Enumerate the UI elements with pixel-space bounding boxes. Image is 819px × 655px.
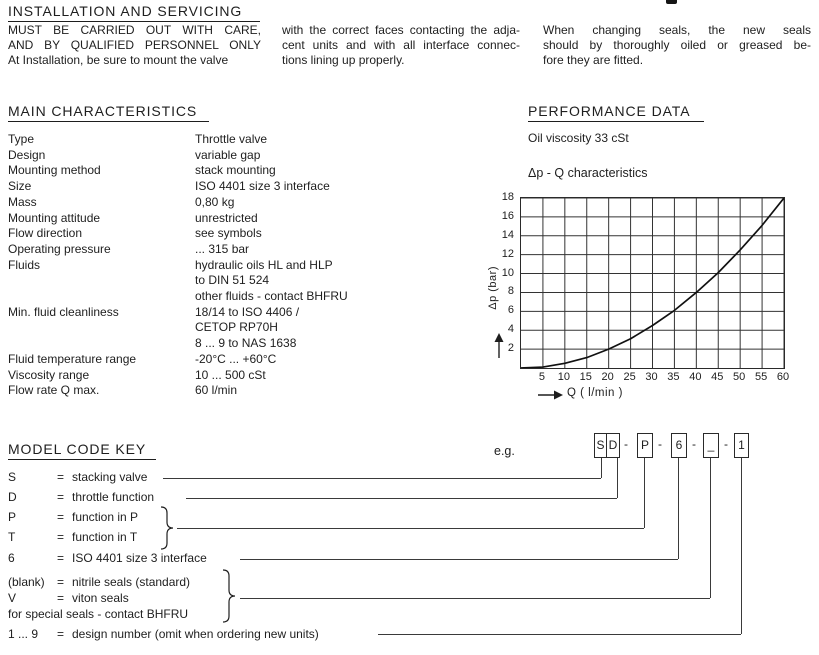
installation-col1-line: AND BY QUALIFIED PERSONNEL ONLY xyxy=(8,38,261,52)
main-characteristics-title: MAIN CHARACTERISTICS xyxy=(8,103,209,122)
installation-col2-line: with the correct faces contacting the adja- xyxy=(282,23,520,37)
seals-group-bracket xyxy=(221,569,237,623)
spec-values xyxy=(195,195,508,211)
spec-row xyxy=(8,242,508,258)
x-tick-label: 45 xyxy=(711,371,724,383)
equals-sign: = xyxy=(57,510,65,524)
code-box-p: P xyxy=(637,433,653,458)
spec-label: Flow direction xyxy=(8,226,83,241)
x-tick-label: 5 xyxy=(538,371,545,383)
performance-data-title: PERFORMANCE DATA xyxy=(528,103,704,122)
code-meaning: function in P xyxy=(72,510,139,524)
spec-label: Mass xyxy=(8,194,37,209)
spec-value-line: 8 ... 9 to NAS 1638 xyxy=(195,336,297,351)
spec-row xyxy=(8,368,508,384)
installation-col1 xyxy=(8,23,261,68)
model-code-key-note: for special seals - contact BHFRU xyxy=(8,607,189,621)
x-tick-label: 15 xyxy=(579,371,592,383)
y-tick-label: 4 xyxy=(507,323,514,336)
installation-col3-line: should by thoroughly oiled or greased be- xyxy=(543,38,811,52)
spec-value-line: 0,80 kg xyxy=(195,194,235,209)
connector-line xyxy=(617,458,618,498)
spec-values xyxy=(195,383,508,399)
code-symbol: 1 ... 9 xyxy=(8,627,39,641)
y-tick-label: 14 xyxy=(501,228,514,241)
installation-section-title: INSTALLATION AND SERVICING xyxy=(8,3,260,22)
spec-label: Min. fluid cleanliness xyxy=(8,304,119,319)
y-tick-label: 16 xyxy=(501,209,514,222)
spec-values xyxy=(195,352,508,368)
x-tick-label: 60 xyxy=(776,371,790,383)
spec-value-line: 18/14 to ISO 4406 / xyxy=(195,304,300,319)
spec-row xyxy=(8,226,508,242)
spec-row xyxy=(8,258,508,305)
spec-value-line: 60 l/min xyxy=(195,383,238,398)
spec-row xyxy=(8,352,508,368)
model-code-key-row xyxy=(8,530,137,544)
spec-value-line: -20°C ... +60°C xyxy=(195,351,277,366)
installation-col2-line: tions lining up properly. xyxy=(282,53,405,67)
spec-values xyxy=(195,242,508,258)
model-code-key-row xyxy=(8,551,207,565)
equals-sign: = xyxy=(57,470,65,484)
model-code-key-row xyxy=(8,490,154,504)
x-tick-label: 50 xyxy=(733,371,746,383)
spec-label: Flow rate Q max. xyxy=(8,383,100,398)
code-meaning: design number (omit when ordering new units) xyxy=(72,627,319,641)
pt-group-bracket xyxy=(159,506,175,550)
model-code-key-row xyxy=(8,510,138,524)
spec-label: Viscosity range xyxy=(8,367,90,382)
code-separator: - xyxy=(624,437,628,451)
spec-label: Type xyxy=(8,132,35,146)
spec-value-line: Throttle valve xyxy=(195,132,268,146)
equals-sign: = xyxy=(57,627,65,641)
spec-label: Mounting attitude xyxy=(8,210,101,225)
spec-values xyxy=(195,179,508,195)
x-tick-label: 35 xyxy=(667,371,680,383)
equals-sign: = xyxy=(57,575,65,589)
installation-col3-line: fore they are fitted. xyxy=(543,53,644,67)
code-separator: - xyxy=(724,437,728,451)
spec-value-line: see symbols xyxy=(195,226,262,241)
spec-label: Fluids xyxy=(8,257,41,272)
connector-line xyxy=(741,458,742,634)
spec-value-line: to DIN 51 524 xyxy=(195,273,270,288)
connector-line xyxy=(601,458,602,478)
spec-row xyxy=(8,195,508,211)
spec-label: Mounting method xyxy=(8,163,101,178)
dp-q-chart-svg xyxy=(521,198,784,368)
installation-col1-line: At Installation, be sure to mount the valve xyxy=(8,53,229,67)
code-meaning: stacking valve xyxy=(72,470,148,484)
oil-viscosity-note: Oil viscosity 33 cSt xyxy=(528,131,629,145)
code-meaning: function in T xyxy=(72,530,138,544)
equals-sign: = xyxy=(57,591,65,605)
connector-line xyxy=(710,458,711,598)
code-symbol: P xyxy=(8,510,17,524)
spec-value-line: variable gap xyxy=(195,147,261,162)
connector-line xyxy=(240,598,710,599)
code-meaning: throttle function xyxy=(72,490,155,504)
spec-value-line: 10 ... 500 cSt xyxy=(195,367,266,382)
code-symbol: (blank) xyxy=(8,575,45,589)
code-symbol: D xyxy=(8,490,17,504)
model-code-key-row xyxy=(8,575,190,589)
model-code-key-title: MODEL CODE KEY xyxy=(8,441,156,460)
spec-label: Design xyxy=(8,147,46,162)
y-tick-label: 18 xyxy=(501,191,514,203)
example-label: e.g. xyxy=(494,444,515,458)
spec-value-line: ISO 4401 size 3 interface xyxy=(195,179,330,194)
spec-value-line: other fluids - contact BHFRU xyxy=(195,289,348,304)
model-code-key-row xyxy=(8,627,319,641)
x-tick-label: 10 xyxy=(557,371,570,383)
code-meaning: viton seals xyxy=(72,591,129,605)
spec-value-line: unrestricted xyxy=(195,210,258,225)
x-tick-label: 25 xyxy=(623,371,636,383)
code-box-s: S xyxy=(594,433,607,458)
spec-value-line: stack mounting xyxy=(195,163,276,178)
spec-value-line: ... 315 bar xyxy=(195,241,250,256)
x-axis-arrow-right-icon xyxy=(538,390,564,400)
spec-values xyxy=(195,226,508,242)
spec-value-line: hydraulic oils HL and HLP xyxy=(195,257,333,272)
connector-line xyxy=(378,634,741,635)
x-tick-label: 55 xyxy=(754,371,768,383)
connector-line xyxy=(644,458,645,528)
spec-row xyxy=(8,148,508,164)
code-box-blank: _ xyxy=(703,433,719,458)
code-box-d: D xyxy=(606,433,620,458)
installation-col1-line: MUST BE CARRIED OUT WITH CARE, xyxy=(8,23,261,37)
chart-title: Δp - Q characteristics xyxy=(528,166,648,180)
connector-line xyxy=(186,498,617,499)
x-tick-label: 20 xyxy=(601,371,614,383)
equals-sign: = xyxy=(57,490,65,504)
model-code-key-row xyxy=(8,470,147,484)
spec-label: Size xyxy=(8,179,32,194)
code-symbol: V xyxy=(8,591,17,605)
spec-values xyxy=(195,368,508,384)
connector-line xyxy=(240,559,678,560)
y-tick-label: 2 xyxy=(507,342,514,355)
model-code-key-row xyxy=(8,591,129,605)
chart-x-axis-label: Q ( l/min ) xyxy=(567,387,623,399)
x-tick-label: 30 xyxy=(645,371,658,383)
installation-col3 xyxy=(543,23,811,68)
equals-sign: = xyxy=(57,551,65,565)
spec-values xyxy=(195,163,508,179)
y-tick-label: 10 xyxy=(501,266,514,279)
code-separator: - xyxy=(658,437,662,451)
y-tick-label: 6 xyxy=(507,304,514,317)
spec-values xyxy=(195,305,508,352)
spec-values xyxy=(195,258,508,305)
scan-artifact xyxy=(666,0,677,4)
spec-row xyxy=(8,383,508,399)
dp-q-chart xyxy=(520,197,785,369)
installation-col2-line: cent units and with all interface connec- xyxy=(282,38,520,52)
code-symbol: T xyxy=(8,530,16,544)
spec-values xyxy=(195,132,508,148)
connector-line xyxy=(163,478,601,479)
code-box-6: 6 xyxy=(671,433,687,458)
chart-y-axis-label: Δp (bar) xyxy=(487,266,499,310)
spec-row xyxy=(8,163,508,179)
connector-line xyxy=(177,528,644,529)
spec-row xyxy=(8,211,508,227)
spec-label: Operating pressure xyxy=(8,241,111,256)
connector-line xyxy=(678,458,679,559)
code-symbol: 6 xyxy=(8,551,15,565)
code-box-1: 1 xyxy=(734,433,749,458)
code-meaning: ISO 4401 size 3 interface xyxy=(72,551,207,565)
y-tick-label: 8 xyxy=(507,285,514,298)
installation-col2 xyxy=(282,23,520,68)
x-tick-label: 40 xyxy=(689,371,702,383)
spec-row xyxy=(8,305,508,352)
code-separator: - xyxy=(692,437,696,451)
installation-col3-line: When changing seals, the new seals xyxy=(543,23,811,37)
spec-label: Fluid temperature range xyxy=(8,351,137,366)
spec-row xyxy=(8,179,508,195)
spec-values xyxy=(195,211,508,227)
equals-sign: = xyxy=(57,530,65,544)
code-meaning: nitrile seals (standard) xyxy=(72,575,191,589)
spec-value-line: CETOP RP70H xyxy=(195,320,278,335)
characteristics-table xyxy=(8,132,508,399)
spec-values xyxy=(195,148,508,164)
y-tick-label: 12 xyxy=(501,247,514,260)
spec-row xyxy=(8,132,508,148)
code-symbol: S xyxy=(8,470,17,484)
